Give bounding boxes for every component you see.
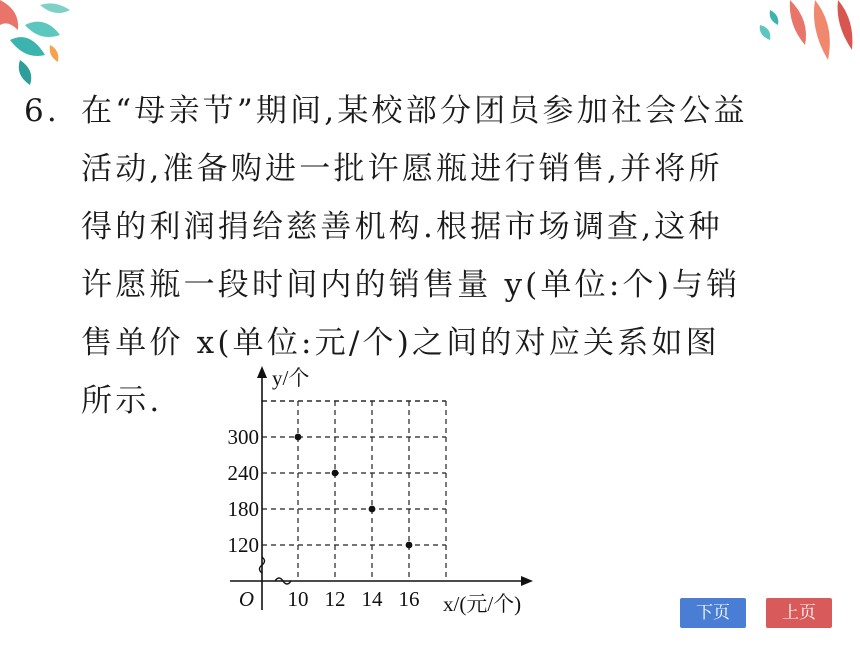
problem-line: 许愿瓶一段时间内的销售量 y(单位:个)与销 <box>81 267 741 303</box>
data-point <box>406 542 413 549</box>
data-point <box>295 434 302 441</box>
data-point <box>369 506 376 513</box>
next-page-button[interactable]: 下页 <box>680 598 746 628</box>
data-point <box>332 470 339 477</box>
problem-line: 活动,准备购进一批许愿瓶进行销售,并将所 <box>81 151 723 187</box>
y-axis-label: y/个 <box>272 366 310 390</box>
y-tick-label: 120 <box>227 533 259 557</box>
problem-line: 售单价 x(单位:元/个)之间的对应关系如图 <box>81 325 720 361</box>
problem-number: 6. <box>24 93 60 129</box>
y-tick-label: 180 <box>227 497 259 521</box>
x-tick-label: 14 <box>361 587 383 611</box>
x-tick-label: 10 <box>287 587 309 611</box>
previous-page-button[interactable]: 上页 <box>766 598 832 628</box>
leaf-decoration-right <box>730 0 860 70</box>
y-tick-label: 240 <box>227 461 259 485</box>
problem-line: 得的利润捐给慈善机构.根据市场调查,这种 <box>81 209 723 245</box>
x-tick-label: 16 <box>398 587 420 611</box>
x-axis-arrow <box>521 576 533 586</box>
y-tick-label: 300 <box>227 425 259 449</box>
y-axis-arrow <box>257 366 267 378</box>
leaf-decoration-left <box>0 0 90 85</box>
origin-label: O <box>238 587 254 611</box>
problem-line: 所示. <box>81 383 163 419</box>
problem-line: 6. 在“母亲节”期间,某校部分团员参加社会公益 <box>24 82 834 140</box>
sales-graph <box>205 360 565 625</box>
x-axis-label: x/(元/个) <box>443 592 522 616</box>
x-tick-label: 12 <box>324 587 346 611</box>
